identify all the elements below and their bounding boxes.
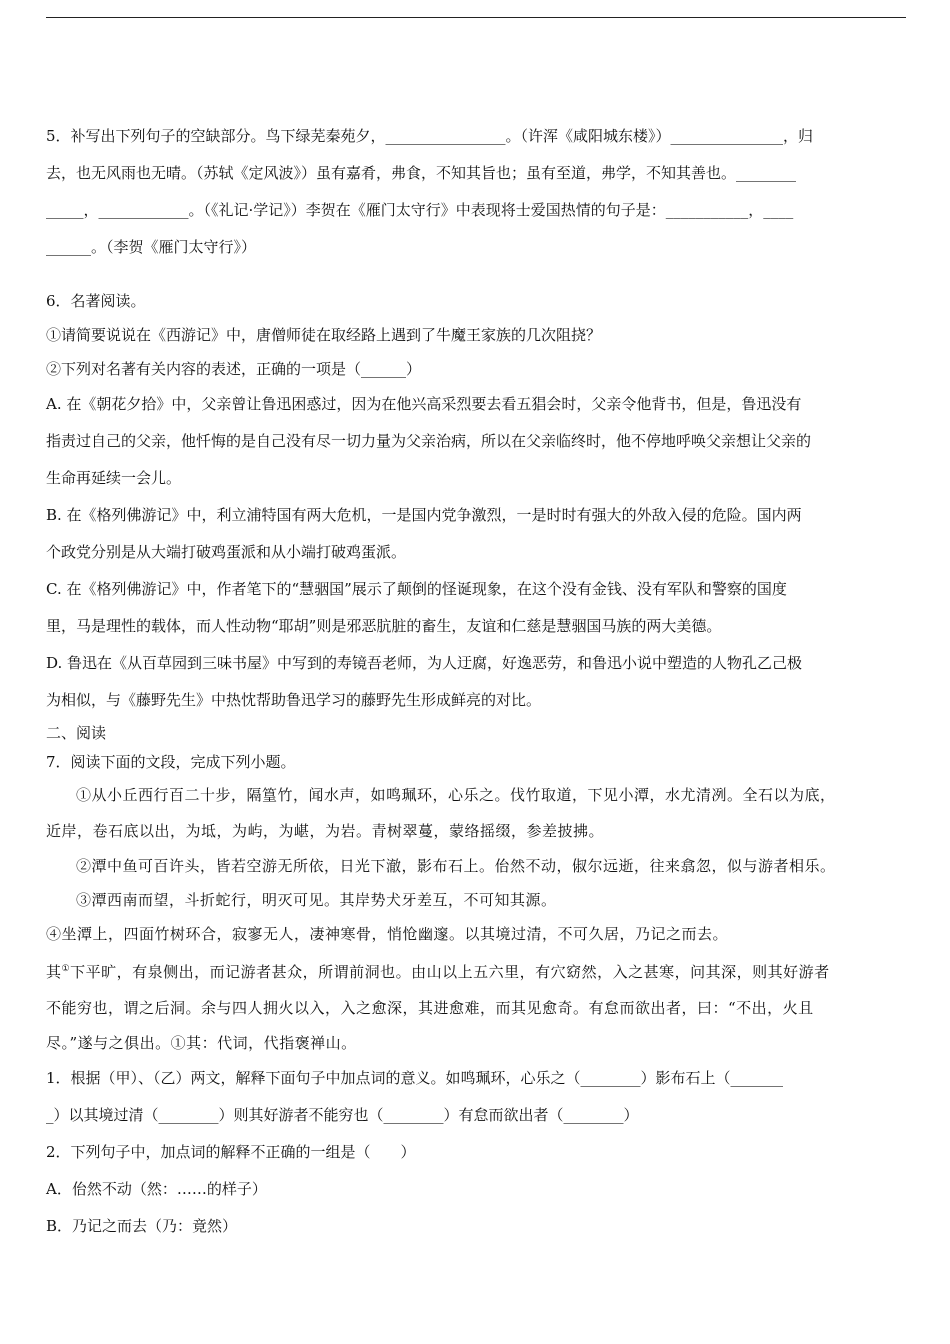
option-a-line: 生命再延续一会儿。 — [46, 469, 182, 487]
passage-para-5-rest: 下平旷，有泉侧出，而记游者甚众，所谓前洞也。由山以上五六里，有穴窈然，入之甚寒，问其深，则其好游者 — [70, 963, 830, 981]
q7-2-option-a: A．佁然不动（然：……的样子） — [46, 1180, 267, 1198]
option-b-line: 个政党分别是从大端打破鸡蛋派和从小端打破鸡蛋派。 — [46, 543, 407, 561]
q5-line: 5．补写出下列句子的空缺部分。鸟下绿芜秦苑夕，________________。（许浑《咸阳城东楼》）_______________，归 — [46, 127, 814, 145]
passage-para-1-cont: 近岸，卷石底以出，为坻，为屿，为嵁，为岩。青树翠蔓，蒙络摇缀，参差披拂。 — [46, 822, 605, 840]
option-d-line: 为相似，与《藤野先生》中热忱帮助鲁迅学习的藤野先生形成鲜亮的对比。 — [46, 691, 542, 709]
option-a-line: 指责过自己的父亲，他忏悔的是自己没有尽一切力量为父亲治病，所以在父亲临终时，他不停地呼唤父亲想让父亲的 — [46, 432, 812, 450]
q6-title: 6．名著阅读。 — [46, 292, 146, 310]
q7-2: 2．下列句子中，加点词的解释不正确的一组是（ ） — [46, 1143, 416, 1161]
q6-sub2: ②下列对名著有关内容的表述，正确的一项是（______） — [46, 360, 422, 378]
footnote-marker: ① — [61, 964, 71, 974]
question-6 — [46, 284, 906, 719]
q5-line: 去，也无风雨也无晴。（苏轼《定风波》）虽有嘉肴，弗食，不知其旨也；虽有至道，弗学，不知其善也。________ — [46, 164, 797, 182]
question-5 — [46, 118, 906, 266]
q5-line: ______。（李贺《雁门太守行》） — [46, 238, 257, 256]
option-c-line: 里，马是理性的载体，而人性动物“耶胡”则是邪恶肮脏的畜生，友谊和仁慈是慧骃国马族的两大美德。 — [46, 617, 722, 635]
passage-para-5 — [46, 951, 906, 990]
passage-para-4: ④坐潭上，四面竹树环合，寂寥无人，凄神寒骨，悄怆幽邃。以其境过清，不可久居，乃记之而去。 — [46, 925, 729, 943]
passage-para-5-cont: 尽。”遂与之俱出。①其：代词，代指褒禅山。 — [46, 1034, 357, 1052]
option-a-line: A. 在《朝花夕拾》中，父亲曾让鲁迅困惑过，因为在他兴高采烈要去看五猖会时，父亲令他背书，但是，鲁迅没有 — [46, 395, 802, 413]
passage-para-5-start: 其 — [46, 963, 62, 981]
sub-questions — [46, 1060, 906, 1245]
classical-passage — [46, 777, 906, 1060]
q7-1-line: _）以其境过清（________）则其好游者不能穷也（________）有怠而欲出者（________） — [46, 1106, 639, 1124]
option-d-line: D. 鲁迅在《从百草园到三味书屋》中写到的寿镜吾老师，为人迂腐，好逸恶劳，和鲁迅小说中塑造的人物孔乙己极 — [46, 654, 803, 672]
q6-sub1: ①请简要说说在《西游记》中，唐僧师徒在取经路上遇到了牛魔王家族的几次阻挠？ — [46, 326, 602, 344]
passage-para-3: ③潭西南而望，斗折蛇行，明灭可见。其岸势犬牙差互，不可知其源。 — [76, 891, 557, 909]
q5-line: _____，____________。（《礼记·学记》）李贺在《雁门太守行》中表现将士爱国热情的句子是：___________，____ — [46, 201, 794, 219]
q7-title: 7．阅读下面的文段，完成下列小题。 — [46, 753, 296, 771]
document-page — [46, 118, 906, 1245]
section-heading: 二、阅读 — [46, 724, 107, 742]
passage-para-2: ②潭中鱼可百许头，皆若空游无所依，日光下澈，影布石上。佁然不动，俶尔远逝，往来翕忽，似与游者相乐。 — [76, 857, 836, 875]
passage-para-1: ①从小丘西行百二十步，隔篁竹，闻水声，如鸣珮环，心乐之。伐竹取道，下见小潭，水尤清冽。全石以为底， — [76, 786, 836, 804]
option-c-line: C. 在《格列佛游记》中，作者笔下的“慧骃国”展示了颠倒的怪诞现象，在这个没有金钱、没有军队和警察的国度 — [46, 580, 787, 598]
passage-para-5-cont: 不能穷也，谓之后洞。余与四人拥火以入，入之愈深，其进愈难，而其见愈奇。有怠而欲出者，曰：“不出，火且 — [46, 999, 814, 1017]
option-b-line: B. 在《格列佛游记》中，利立浦特国有两大危机，一是国内党争激烈，一是时时有强大的外敌入侵的危险。国内两 — [46, 506, 802, 524]
q7-1-line: 1．根据（甲）、（乙）两文，解释下面句子中加点词的意义。如鸣珮环，心乐之（________）影布石上（_______ — [46, 1069, 784, 1087]
q7-2-option-b: B．乃记之而去（乃：竟然） — [46, 1217, 238, 1235]
header-rule — [46, 17, 906, 18]
